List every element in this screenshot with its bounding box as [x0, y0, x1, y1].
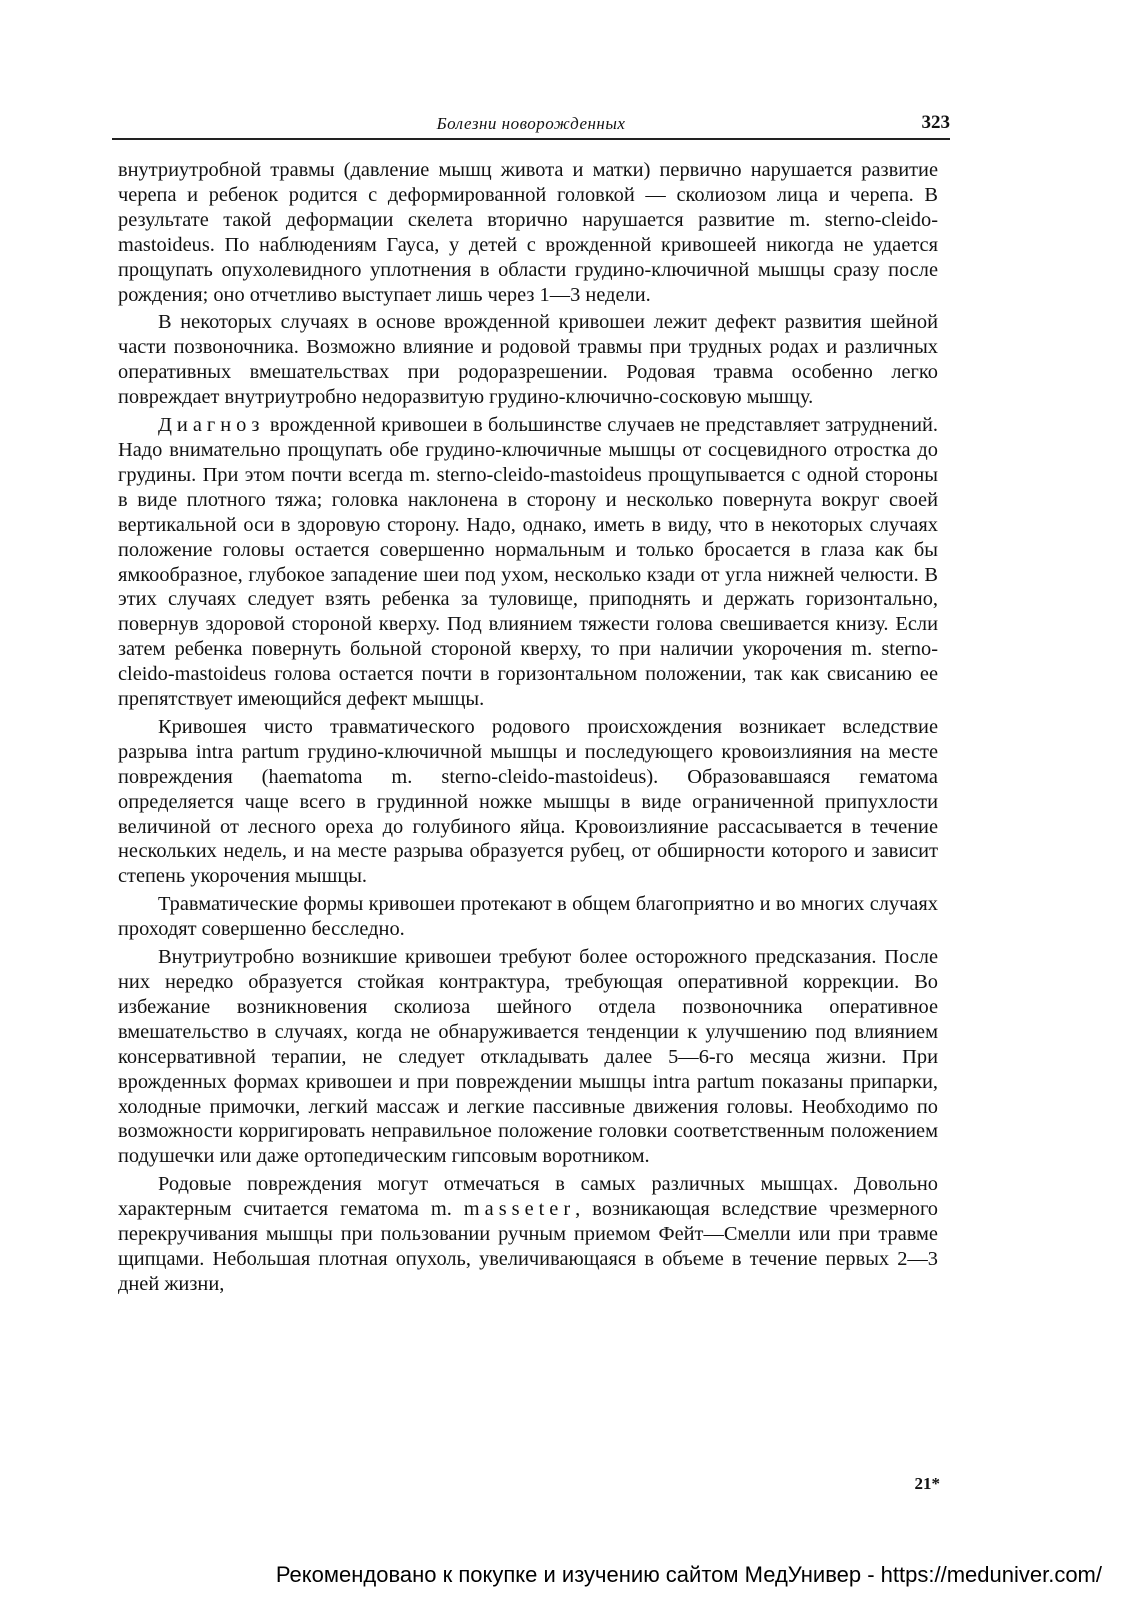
paragraph-2: В некоторых случаях в основе врожденной кривошеи лежит дефект развития шейной части позвоночника. Возможно влияние и родовой травмы при трудных родах и различных оперативных вмешательствах при родоразрешении. Родовая травма особенно легко повреждает внутриутробно недоразвитую грудино-ключично-сосковую мышцу. — [118, 311, 938, 409]
paragraph-5: Травматические формы кривошеи протекают в общем благоприятно и во многих случаях проходят совершенно бесследно. — [118, 893, 938, 941]
masseter-term: masseter — [463, 1198, 576, 1221]
footer-watermark: Рекомендовано к покупке и изучению сайтом МедУнивер - https://meduniver.com/ — [275, 1562, 1102, 1587]
signature-mark: 21* — [914, 1474, 940, 1493]
diagnosis-lead-word: Диагноз — [158, 414, 265, 437]
body-text — [118, 158, 938, 1297]
running-title: Болезни новорожденных — [436, 114, 626, 133]
page-number: 323 — [921, 112, 950, 133]
running-header — [112, 110, 950, 140]
paragraph-7 — [118, 1172, 938, 1297]
paragraph-6: Внутриутробно возникшие кривошеи требуют более осторожного предсказания. После них нередко образуется стойкая контрактура, требующая оперативной коррекции. Во избежание возникновения сколиоза шейного отдела позвоночника оперативное вмешательство в случаях, когда не обнаруживается тенденции к улучшению под влиянием консервативной терапии, не следует откладывать далее 5—6-го месяца жизни. При врожденных формах кривошеи и при повреждении мышцы intra partum показаны припарки, холодные примочки, легкий массаж и легкие пассивные движения головы. Необходимо по возможности корригировать неправильное положение головки соответственным положением подушечки или даже ортопедическим гипсовым воротником. — [118, 946, 938, 1168]
diagnosis-text: врожденной кривошеи в большинстве случаев не представляет затруднений. Надо внимательно прощупать обе грудино-ключичные мышцы от сосцевидного отростка до грудины. При этом почти всегда m. sterno-cleido-mastoideus прощупывается с одной стороны в виде плотного тяжа; головка наклонена в сторону и несколько повернута вокруг своей вертикальной оси в здоровую сторону. Надо, однако, иметь в виду, что в некоторых случаях положение головы остается совершенно нормальным и только бросается в глаза как бы ямкообразное, глубокое западение шеи под ухом, несколько кзади от угла нижней челюсти. В этих случаях следует взять ребенка за туловище, приподнять и держать горизонтально, повернув здоровой стороной кверху. Под влиянием тяжести голова свешивается книзу. Если затем ребенка повернуть больной стороной кверху, то при наличии укорочения m. sterno-cleido-mastoideus голова остается почти в горизонтальном положении, так как свисанию ее препятствует имеющийся дефект мышцы. — [118, 414, 938, 711]
paragraph-7-start: Родовые повреждения могут отмечаться в самых различных мышцах. Довольно характерным считается гематома m. — [118, 1173, 938, 1221]
paragraph-1: внутриутробной травмы (давление мышц живота и матки) первично нарушается развитие черепа и ребенок родится с деформированной головкой — сколиозом лица и черепа. В результате такой деформации скелета вторично нарушается развитие m. sterno-cleido-mastoideus. По наблюдениям Гауса, у детей с врожденной кривошеей никогда не удается прощупать опухолевидного уплотнения в области грудино-ключичной мышцы сразу после рождения; оно отчетливо выступает лишь через 1—3 недели. — [118, 159, 938, 306]
paragraph-7-end: , возникающая вследствие чрезмерного перекручивания мышцы при пользовании ручным приемом Фейт—Смелли или при травме щипцами. Небольшая плотная опухоль, увеличивающаяся в объеме в течение первых 2—3 дней жизни, — [118, 1198, 939, 1295]
paragraph-3-diagnosis — [118, 413, 938, 712]
paragraph-4: Кривошея чисто травматического родового происхождения возникает вследствие разрыва intra partum грудино-ключичной мышцы и последующего кровоизлияния на месте повреждения (haematoma m. sterno-cleido-mastoideus). Образовавшаяся гематома определяется чаще всего в грудинной ножке мышцы в виде ограниченной припухлости величиной от лесного ореха до голубиного яйца. Кровоизлияние рассасывается в течение нескольких недель, и на месте разрыва образуется рубец, от обширности которого и зависит степень укорочения мышцы. — [118, 715, 938, 888]
